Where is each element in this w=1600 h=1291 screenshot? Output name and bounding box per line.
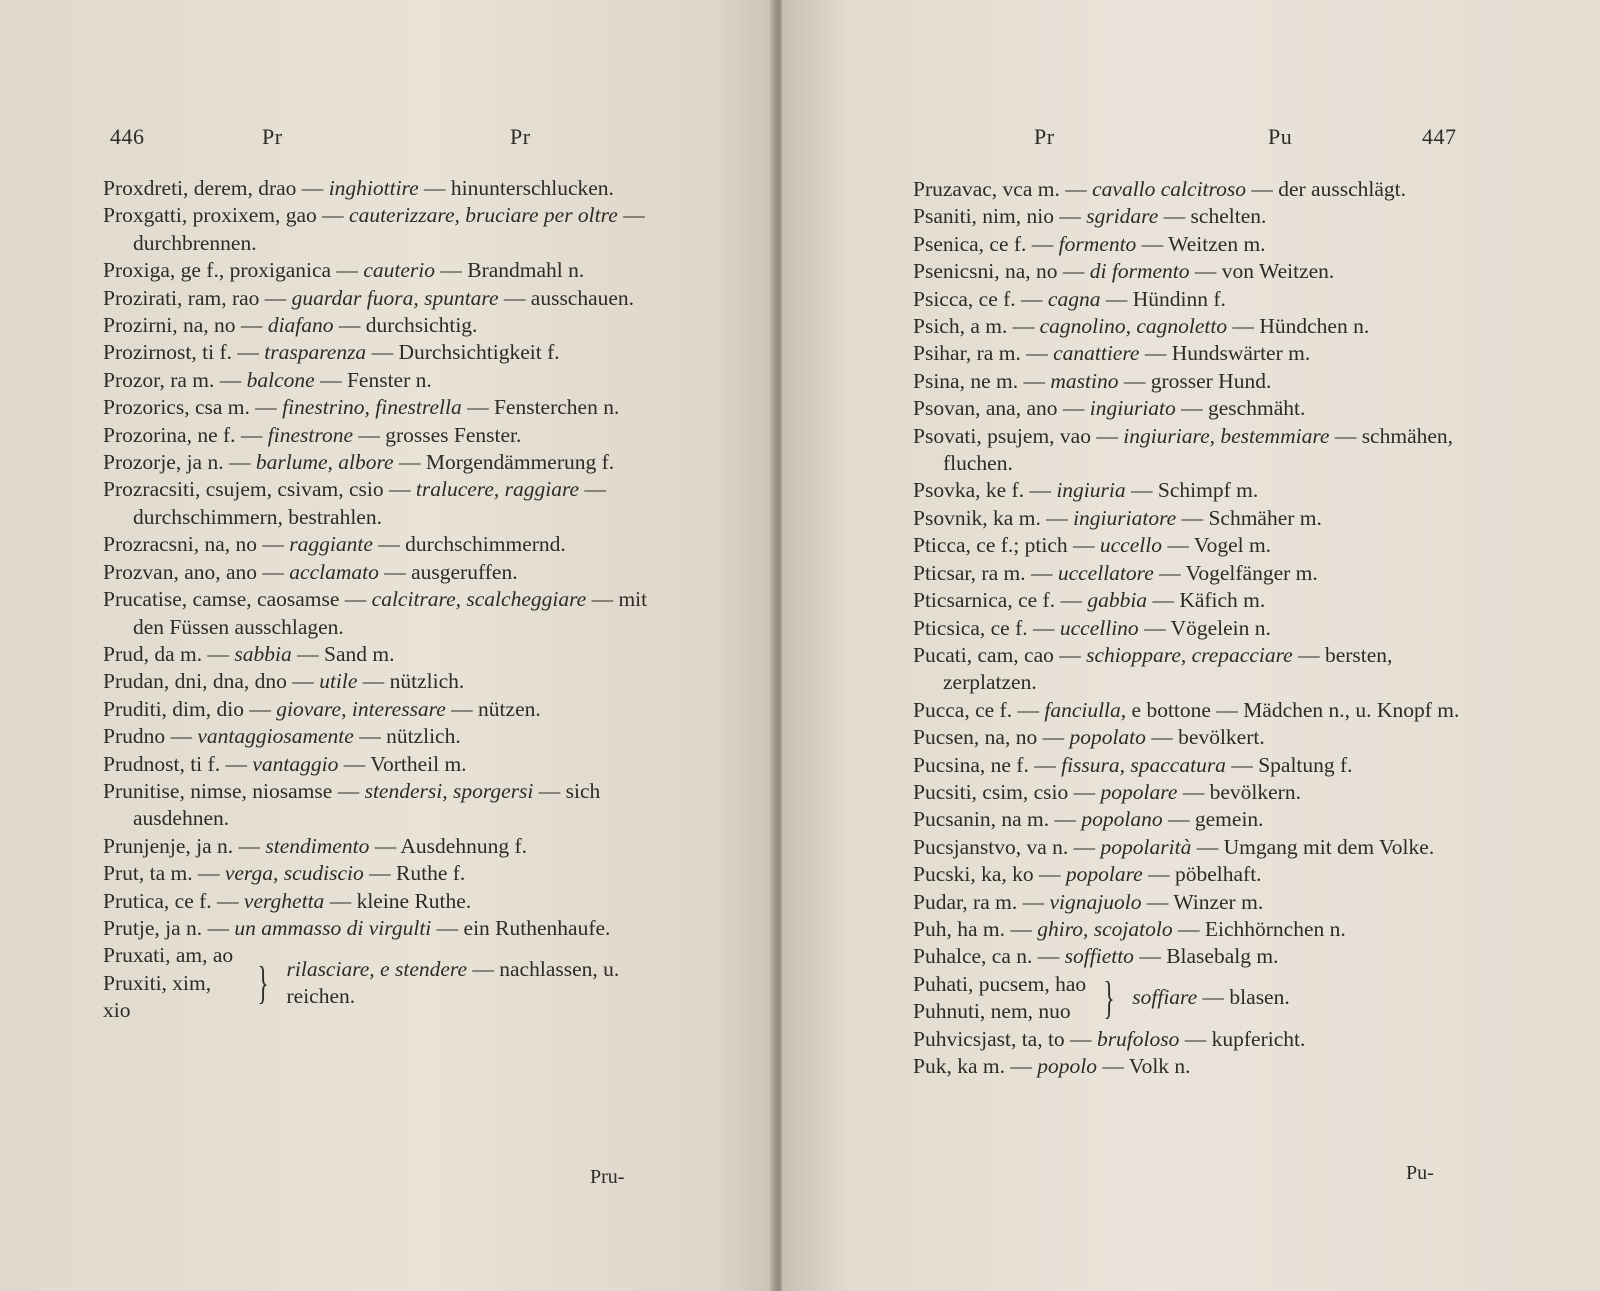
entry-german: — Vortheil m. [338,751,467,776]
entry-italian: popolano [1081,807,1163,832]
left-page [0,0,778,1291]
entry-german: — von Weitzen. [1189,259,1335,284]
entry-italian: verghetta [243,888,325,913]
entry-headword: Proxiga, ge f., proxiganica — [103,258,364,283]
entry-german: — grosser Hund. [1118,368,1272,393]
dictionary-entry [913,505,1473,532]
dictionary-entry [103,915,683,942]
entry-headword: Prutje, ja n. — [103,915,235,940]
entry-italian: calcitrare, scalcheggiare [371,587,587,612]
dictionary-entry [103,860,683,887]
entry-german: — bersten, zerplatzen. [943,642,1393,695]
entry-german: — Hündinn f. [1100,286,1226,311]
entry-italian: popolarità [1100,834,1192,859]
entry-german: — nützlich. [357,669,465,694]
entry-headword: Prozvan, ano, ano — [103,559,290,584]
entry-german: — sich ausdehnen. [133,778,601,831]
entry-german: — ausgeruffen. [378,559,518,584]
dictionary-entry [103,559,683,586]
entry-italian: soffietto [1064,944,1134,969]
dictionary-entry [913,642,1473,697]
entry-german: — Weitzen m. [1136,231,1266,256]
entry-italian: soffiare [1132,985,1198,1010]
entry-headword: Puhalce, ca n. — [913,944,1065,969]
entry-italian: formento [1058,231,1137,256]
entry-italian: verga, scudiscio [224,861,364,886]
dictionary-entry [103,367,683,394]
dictionary-entry [913,806,1473,833]
entry-italian: guardar fuora, spuntare [291,285,499,310]
entry-headword: Psenica, ce f. — [913,231,1059,256]
entry-italian: raggiante [289,532,373,557]
entry-german: — durchbrennen. [133,203,645,255]
entry-italian: popolare [1065,862,1143,887]
entry-headword: Pudar, ra m. — [913,889,1050,914]
entry-german: — pöbelhaft. [1142,862,1262,887]
entry-headword: Proxdreti, derem, drao — [103,176,329,200]
dictionary-entry [913,258,1473,285]
entry-headword: Prozracsiti, csujem, csivam, csio — [103,477,416,502]
entry-german: — Schmäher m. [1176,505,1322,530]
dictionary-entry [913,916,1473,943]
entry-italian: ingiuriato [1089,396,1176,421]
entry-italian: ghiro, scojatolo [1037,916,1173,941]
dictionary-entry [103,175,683,202]
dictionary-entry [913,368,1473,395]
entry-german: — Ruthe f. [363,861,466,886]
entry-headword: Psenicsni, na, no — [913,259,1090,284]
bracketed-entry [103,942,683,1024]
entry-german: — ein Ruthenhaufe. [431,915,611,940]
dictionary-entry [103,751,683,778]
entry-german: — geschmäht. [1175,396,1306,421]
dictionary-entry [103,422,683,449]
running-head-center-left: Pr [510,124,531,149]
entry-italian: stendimento [265,833,370,858]
entry-italian: ingiuria [1056,478,1126,503]
entry-german: — schmähen, fluchen. [943,423,1454,476]
entry-list-right [913,176,1473,1080]
dictionary-entry [103,833,683,860]
entry-italian: fanciulla [1044,697,1121,722]
entry-german: — hinunterschlucken. [418,176,614,200]
entry-italian: rilasciare, e stendere [286,957,468,982]
entry-german: — grosses Fenster. [353,422,522,447]
entry-headword: Prucatise, camse, caosamse — [103,587,372,612]
dictionary-entry [103,531,683,558]
entry-german: — durchsichtig. [333,313,478,338]
entry-german: — gemein. [1162,807,1264,832]
entry-italian: cagna [1047,286,1101,311]
entry-german: — Fenster n. [314,367,432,392]
entry-german: — nachlassen, u. reichen. [286,957,620,1009]
dictionary-entry [913,532,1473,559]
entry-headword: Prozorics, csa m. — [103,395,283,420]
entry-german: — Käfich m. [1147,588,1266,613]
entry-german: — schelten. [1158,204,1267,229]
entry-italian: popolare [1100,779,1178,804]
dictionary-entry [913,340,1473,367]
catchword-left: Pru- [590,1166,625,1188]
entry-italian: utile [319,669,358,694]
entry-italian: popolo [1037,1054,1097,1078]
entry-italian: barlume, albore [255,450,394,475]
dictionary-entry [913,834,1473,861]
page-number-left: 446 [110,124,145,149]
entry-headword: Psina, ne m. — [913,368,1051,393]
entry-german: — Vogel m. [1161,533,1272,558]
entry-german: — Sand m. [291,641,395,666]
dictionary-entry [913,615,1473,642]
dictionary-entry [913,861,1473,888]
entry-headword: Pticsarnica, ce f. — [913,588,1088,613]
dictionary-entry [103,723,683,750]
entry-headword: Prudan, dni, dna, dno — [103,669,320,694]
entry-german: — Winzer m. [1141,889,1264,914]
entry-german: — durchschimmernd. [372,532,566,557]
entry-headword: Prozirnost, ti f. — [103,340,265,365]
brace-glyph: } [1103,972,1115,1024]
running-head-right: Pr [1034,124,1055,149]
entry-headword: Psovka, ke f. — [913,478,1057,503]
dictionary-entry [103,257,683,284]
entry-headword: Prut, ta m. — [103,861,225,886]
entry-german: — kleine Ruthe. [324,888,472,913]
entry-italian: uccellino [1059,615,1139,640]
entry-headword: Prud, da m. — [103,641,235,666]
entry-italian: vignajuolo [1049,889,1142,914]
entry-italian: ingiuriatore [1073,505,1177,530]
entry-headword: Prozirni, na, no — [103,313,268,338]
dictionary-entry [913,477,1473,504]
brace-glyph: } [257,957,269,1009]
entry-headword: Puhvicsjast, ta, to — [913,1026,1097,1051]
entry-german: — der ausschlägt. [1245,177,1406,201]
entry-headword: Prozirati, ram, rao — [103,285,292,310]
dictionary-entry [913,889,1473,916]
entry-headword: Proxgatti, proxixem, gao — [103,203,350,228]
dictionary-entry [913,1053,1473,1080]
dictionary-entry [913,752,1473,779]
entry-italian: ingiuriare, bestemmiare [1123,423,1330,448]
dictionary-entry [913,560,1473,587]
entry-italian: acclamato [289,559,379,584]
entry-headword: Pucsina, ne f. — [913,752,1062,777]
entry-italian: cagnolino, cagnoletto [1039,314,1228,339]
entry-italian: sabbia [234,641,292,666]
dictionary-entry [103,476,683,531]
entry-italian: trasparenza [264,340,367,365]
page-number-right: 447 [1422,124,1457,149]
dictionary-entry [913,313,1473,340]
entry-italian: finestrone [267,422,353,447]
entry-german: — kupfericht. [1179,1026,1306,1051]
entry-italian: vantaggiosamente [197,724,354,749]
entry-german: — Hündchen n. [1227,314,1370,339]
entry-italian: brufoloso [1096,1026,1180,1051]
running-head-left: Pr [262,124,283,149]
dictionary-entry [103,394,683,421]
entry-headword: Pucca, ce f. — [913,697,1045,722]
entry-german: — Eichhörnchen n. [1172,916,1346,941]
entry-italian: fissura, spaccatura [1061,752,1226,777]
dictionary-entry [913,1026,1473,1053]
entry-headword: Pticsar, ra m. — [913,560,1058,585]
entry-headword: Psaniti, nim, nio — [913,204,1087,229]
entry-german: — nützen. [445,696,541,721]
entry-headword: Prunitise, nimse, niosamse — [103,778,365,803]
entry-german: — Morgendämmerung f. [393,450,615,475]
entry-german: — Volk n. [1096,1054,1191,1078]
entry-headword: Puh, ha m. — [913,916,1038,941]
entry-german: — Schimpf m. [1125,478,1259,503]
entry-italian: tralucere, raggiare [415,477,580,502]
entry-headword: Psich, a m. — [913,314,1040,339]
entry-italian: gabbia [1087,588,1148,613]
dictionary-entry [103,449,683,476]
dictionary-entry [913,286,1473,313]
catchword-right: Pu- [1406,1162,1434,1184]
entry-headword: Pucati, cam, cao — [913,642,1087,667]
entry-italian: finestrino, finestrella [282,395,462,420]
bracket-definition [287,956,684,1011]
entry-headword: Prozor, ra m. — [103,367,247,392]
dictionary-entry [913,779,1473,806]
entry-german: — nützlich. [353,724,461,749]
dictionary-entry [103,312,683,339]
entry-headword: Psovati, psujem, vao — [913,423,1124,448]
entry-italian: schioppare, crepacciare [1086,642,1293,667]
entry-headword: Psicca, ce f. — [913,286,1048,311]
entry-italian: uccello [1099,533,1162,558]
entry-headword: Prunjenje, ja n. — [103,833,266,858]
entry-headword: Pucsanin, na m. — [913,807,1082,832]
dictionary-entry [913,724,1473,751]
entry-headword: Pucski, ka, ko — [913,862,1066,887]
entry-headword: Psovnik, ka m. — [913,505,1074,530]
entry-german: — Fensterchen n. [461,395,620,420]
entry-german: — durchschimmern, bestrahlen. [133,477,606,529]
dictionary-entry [103,668,683,695]
entry-headword: Psovan, ana, ano — [913,396,1090,421]
entry-german: — Vögelein n. [1138,615,1271,640]
entry-italian: di formento [1089,259,1190,284]
entry-italian: stendersi, sporgersi [364,778,534,803]
entry-headword: Pticca, ce f.; ptich — [913,533,1100,558]
entry-german: — blasen. [1197,985,1290,1010]
entry-italian: inghiottire [328,176,419,200]
dictionary-entry [913,943,1473,970]
entry-italian: vantaggio [252,751,339,776]
running-head-center-right: Pu [1268,124,1293,149]
bracket-definition [1132,984,1289,1011]
entry-italian: un ammasso di virgulti [234,915,432,940]
entry-italian: cavallo calcitroso [1092,177,1246,201]
dictionary-entry [103,778,683,833]
entry-headword: Prutica, ce f. — [103,888,244,913]
entry-german: — mit den Füssen ausschlagen. [133,587,648,639]
entry-german: — bevölkern. [1177,779,1301,804]
entry-headword: Prozracsni, na, no — [103,532,290,557]
entry-headword: Prozorina, ne f. — [103,422,268,447]
dictionary-entry [103,888,683,915]
right-page [782,0,1600,1291]
entry-italian: sgridare [1086,204,1159,229]
entry-list-left [103,175,683,1025]
entry-headword: Puk, ka m. — [913,1054,1038,1078]
dictionary-entry [913,697,1473,724]
bracket-headword: Puhati, pucsem, hao [913,971,1087,996]
entry-headword: Pruditi, dim, dio — [103,696,277,721]
entry-german: — Durchsichtigkeit f. [366,340,560,365]
dictionary-entry [913,587,1473,614]
dictionary-entry [103,202,683,257]
entry-german: — Brandmahl n. [434,258,585,283]
entry-headword: Prozorje, ja n. — [103,450,256,475]
dictionary-entry [913,176,1473,203]
entry-italian: giovare, interessare [276,696,446,721]
entry-italian: cauterizzare, bruciare per oltre [349,203,618,228]
bracket-headword: Puhnuti, nem, nuo [913,999,1071,1024]
entry-headword: Pruzavac, vca m. — [913,177,1093,201]
entry-headword: Pucsiti, csim, csio — [913,779,1101,804]
entry-italian: balcone [246,367,315,392]
entry-german: — Blasebalg m. [1133,944,1279,969]
entry-italian: mastino [1050,368,1119,393]
dictionary-entry [103,586,683,641]
dictionary-entry [103,339,683,366]
entry-german: — Spaltung f. [1225,752,1353,777]
entry-headword: Pticsica, ce f. — [913,615,1060,640]
bracket-headword: Pruxati, am, ao [103,943,234,968]
dictionary-entry [913,395,1473,422]
entry-italian: canattiere [1053,341,1140,366]
entry-italian: popolato [1069,725,1146,750]
dictionary-entry [913,231,1473,258]
entry-italian: uccellatore [1057,560,1154,585]
entry-german: — ausschauen. [498,285,635,310]
entry-german: — bevölkert. [1145,725,1265,750]
dictionary-entry [103,696,683,723]
bracket-headword: Pruxiti, xim, xio [103,970,212,1023]
entry-headword: Psihar, ra m. — [913,341,1054,366]
entry-headword: Pucsjanstvo, va n. — [913,834,1101,859]
dictionary-entry [913,203,1473,230]
entry-german: — Hundswärter m. [1139,341,1311,366]
entry-german: — Umgang mit dem Volke. [1191,834,1435,859]
entry-german: — Vogelfänger m. [1153,560,1318,585]
bracketed-entry [913,971,1473,1026]
dictionary-entry [103,285,683,312]
entry-german: , e bottone — Mädchen n., u. Knopf m. [1120,697,1460,722]
dictionary-entry [103,641,683,668]
entry-italian: cauterio [363,258,435,283]
entry-headword: Prudno — [103,724,198,749]
dictionary-entry [913,423,1473,478]
entry-headword: Prudnost, ti f. — [103,751,253,776]
entry-italian: diafano [267,313,334,338]
entry-headword: Pucsen, na, no — [913,725,1070,750]
entry-german: — Ausdehnung f. [369,833,527,858]
